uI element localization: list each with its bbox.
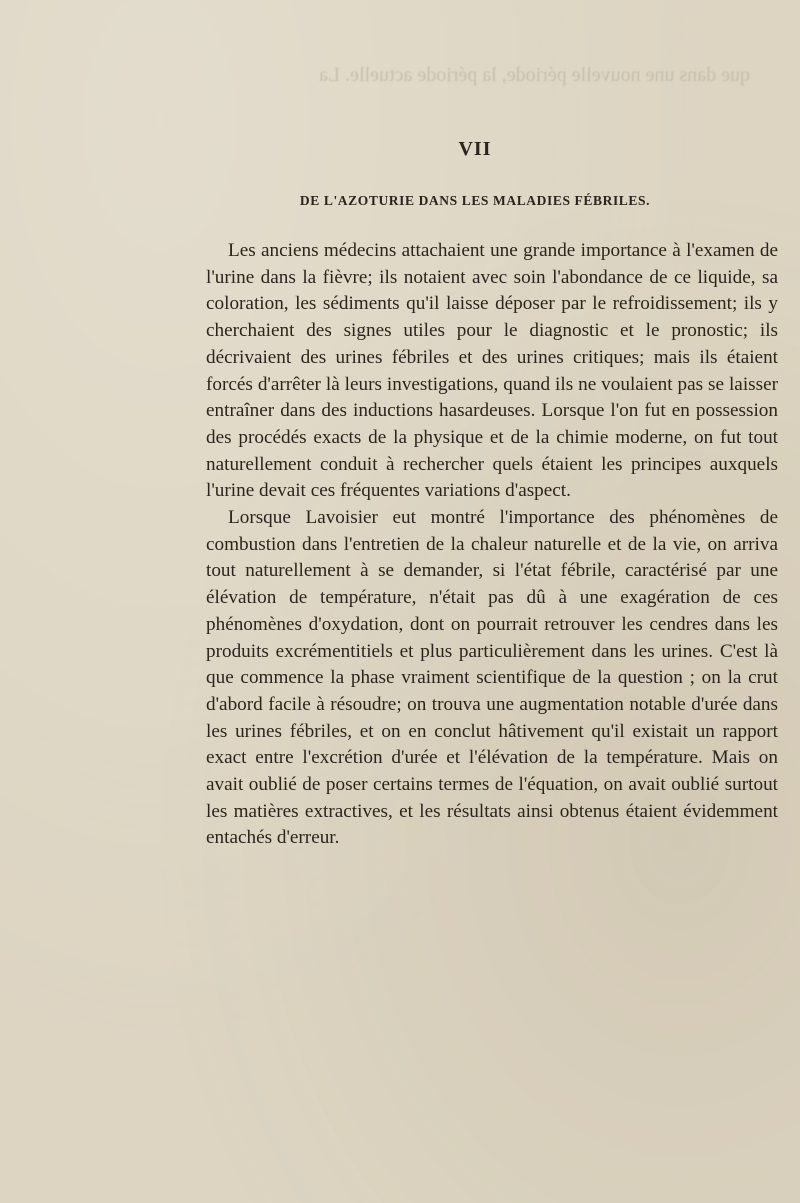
chapter-number: VII xyxy=(458,138,492,160)
chapter-title: DE L'AZOTURIE DANS LES MALADIES FÉBRILES. xyxy=(299,193,651,208)
body-text xyxy=(206,238,778,852)
show-through-text: que dans une nouvelle période, la période actuelle. La xyxy=(319,64,750,86)
paragraph: Lorsque Lavoisier eut montré l'importance des phénomènes de combustion dans l'entretien de la chaleur naturelle et de la vie, on arriva tout naturellement à se demander, si l'état fébrile, caractérisé par une élévation de température, n'était pas dû à une exagération de ces phénomènes d'oxydation, dont on pourrait retrouver les cendres dans les produits excrémentitiels et plus particulièrement dans les urines. C'est là que commence la phase vraiment scientifique de la question ; on la crut d'abord facile à résoudre; on trouva une augmentation notable d'urée dans les urines fébriles, et on en conclut hâtivement qu'il existait un rapport exact entre l'excrétion d'urée et l'élévation de la température. Mais on avait oublié de poser certains termes de l'équation, on avait oublié surtout les matières extractives, et les résultats ainsi obtenus étaient évidemment entachés d'erreur. xyxy=(206,507,778,849)
paragraph: Les anciens médecins attachaient une grande importance à l'examen de l'urine dans la fièvre; ils notaient avec soin l'abondance de ce liquide, sa coloration, les sédiments qu'il laisse déposer par le refroidissement; ils y cherchaient des signes utiles pour le diagnostic et le pronostic; ils décrivaient des urines fébriles et des urines critiques; mais ils étaient forcés d'arrêter là leurs investigations, quand ils ne voulaient pas se laisser entraîner dans des inductions hasardeuses. Lorsque l'on fut en possession des procédés exacts de la physique et de la chimie moderne, on fut tout naturellement conduit à rechercher quels étaient les principes auxquels l'urine devait ces fréquentes variations d'aspect. xyxy=(206,240,778,502)
